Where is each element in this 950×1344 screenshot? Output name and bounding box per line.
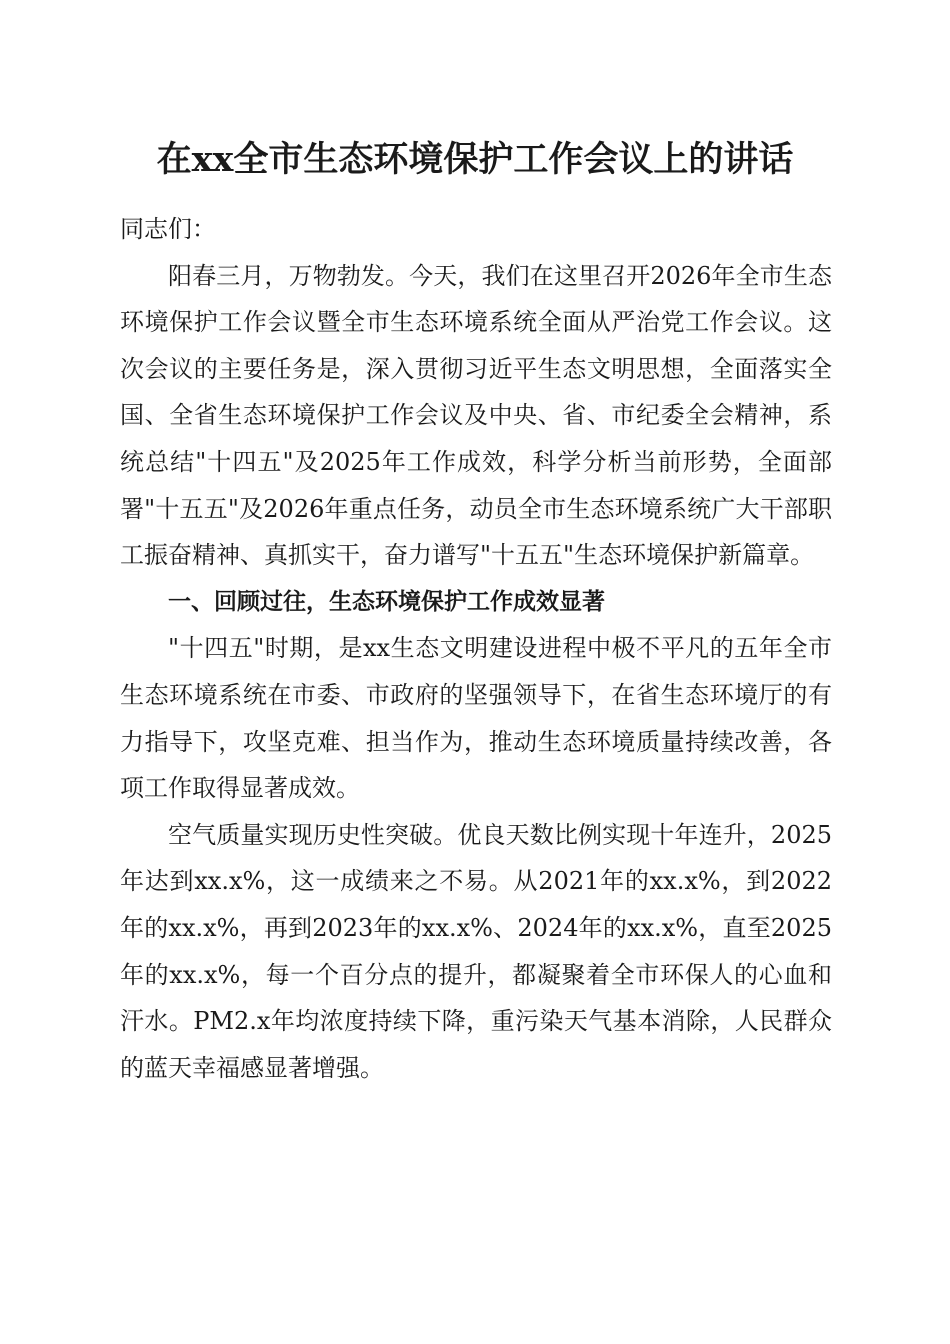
opening-paragraph: 阳春三月，万物勃发。今天，我们在这里召开2026年全市生态环境保护工作会议暨全市生态环境系统全面从严治党工作会议。这次会议的主要任务是，深入贯彻习近平生态文明思想，全面落实全国、全省生态环境保护工作会议及中央、省、市纪委全会精神，系统总结"十四五"及2025年工作成效，科学分析当前形势，全面部署"十五五"及2026年重点任务，动员全市生态环境系统广大干部职工振奋精神、真抓实干，奋力谱写"十五五"生态环境保护新篇章。 xyxy=(120,261,832,570)
document-title: 在xx全市生态环境保护工作会议上的讲话 xyxy=(156,139,794,180)
section-paragraph: "十四五"时期，是xx生态文明建设进程中极不平凡的五年全市生态环境系统在市委、市政府的坚强领导下，在省生态环境厅的有力指导下，攻坚克难、担当作为，推动生态环境质量持续改善，各项工作取得显著成效。 xyxy=(120,634,832,803)
section-heading: 一、回顾过往，生态环境保护工作成效显著 xyxy=(168,588,605,615)
salutation: 同志们： xyxy=(120,215,216,243)
section-paragraph: 空气质量实现历史性突破。优良天数比例实现十年连升，2025年达到xx.x%，这一成绩来之不易。从2021年的xx.x%，到2022年的xx.x%，再到2023年的xx.x%、2024年的xx.x%，直至2025年的xx.x%，每一个百分点的提升，都凝聚着全市环保人的心血和汗水。PM2.x年均浓度持续下降，重污染天气基本消除，人民群众的蓝天幸福感显著增强。 xyxy=(120,820,832,1082)
document-body xyxy=(120,206,832,1091)
